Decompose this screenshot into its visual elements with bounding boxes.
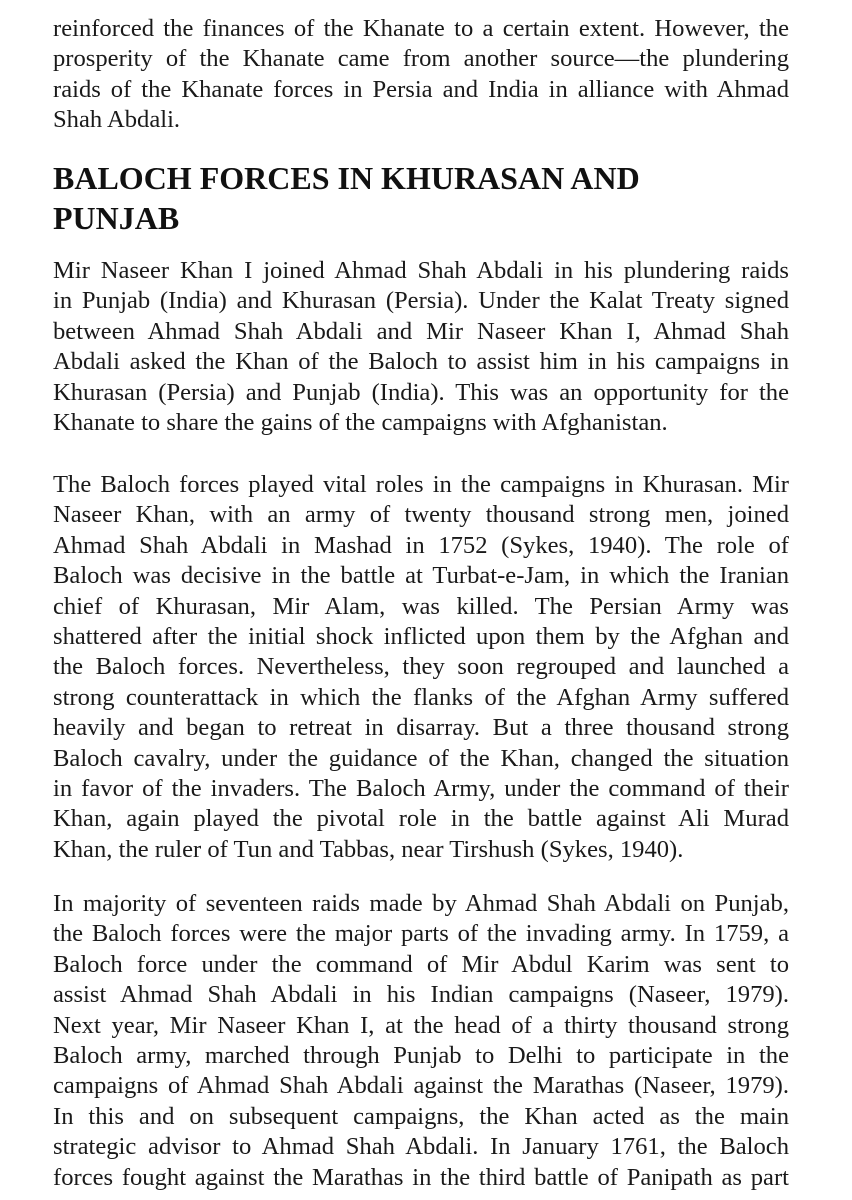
- paragraph-kalat-treaty: [53, 256, 789, 438]
- text-line: between Ahmad Shah Abdali and Mir Naseer Khan I, Ahmad Shah: [53, 317, 789, 345]
- text-line: campaigns of Ahmad Shah Abdali against the Marathas (Naseer, 1979).: [53, 1072, 789, 1100]
- text-line: The Baloch forces played vital roles in the campaigns in Khurasan. Mir: [53, 471, 789, 498]
- text-line: In this and on subsequent campaigns, the Khan acted as the main: [53, 1102, 789, 1130]
- text-line: Next year, Mir Naseer Khan I, at the head of a thirty thousand strong: [53, 1011, 789, 1039]
- heading-line: BALOCH FORCES IN KHURASAN AND: [53, 160, 640, 196]
- text-line: Naseer Khan, with an army of twenty thousand strong men, joined: [53, 501, 789, 529]
- text-line: In majority of seventeen raids made by Ahmad Shah Abdali on Punjab,: [53, 890, 789, 917]
- text-line: forces fought against the Marathas in the third battle of Panipath as part: [53, 1163, 789, 1191]
- text-line: heavily and began to retreat in disarray. But a three thousand strong: [53, 714, 789, 742]
- text-line: Khanate to share the gains of the campaigns with Afghanistan.: [53, 409, 668, 437]
- text-line: Khan, again played the pivotal role in the battle against Ali Murad: [53, 805, 789, 833]
- text-line: Baloch force under the command of Mir Abdul Karim was sent to: [53, 950, 789, 978]
- text-line: Baloch was decisive in the battle at Turbat-e-Jam, in which the Iranian: [53, 562, 789, 590]
- text-line: strategic advisor to Ahmad Shah Abdali. In January 1761, the Baloch: [53, 1133, 789, 1161]
- text-line: the Baloch forces were the major parts of the invading army. In 1759, a: [53, 920, 789, 948]
- text-line: Shah Abdali.: [53, 106, 181, 134]
- text-line: chief of Khurasan, Mir Alam, was killed. The Persian Army was: [53, 592, 789, 620]
- section-heading: [53, 158, 793, 238]
- text-line: in favor of the invaders. The Baloch Army, under the command of their: [53, 775, 789, 803]
- heading-line: PUNJAB: [53, 200, 180, 236]
- text-line: Khurasan (Persia) and Punjab (India). This was an opportunity for the: [53, 378, 789, 406]
- text-line: Mir Naseer Khan I joined Ahmad Shah Abdali in his plundering raids: [53, 257, 789, 284]
- text-line: prosperity of the Khanate came from another source—the plundering: [53, 45, 789, 73]
- text-line: reinforced the finances of the Khanate to a certain extent. However, the: [53, 15, 789, 42]
- text-line: shattered after the initial shock inflicted upon them by the Afghan and: [53, 623, 789, 651]
- text-line: raids of the Khanate forces in Persia and India in alliance with Ahmad: [53, 75, 789, 103]
- text-line: Baloch army, marched through Punjab to Delhi to participate in the: [53, 1042, 789, 1070]
- text-line: Ahmad Shah Abdali in Mashad in 1752 (Sykes, 1940). The role of: [53, 531, 789, 559]
- text-line: strong counterattack in which the flanks of the Afghan Army suffered: [53, 683, 789, 711]
- text-line: Khan, the ruler of Tun and Tabbas, near Tirshush (Sykes, 1940).: [53, 835, 684, 863]
- text-line: Baloch cavalry, under the guidance of the Khan, changed the situation: [53, 744, 789, 772]
- text-line: in Punjab (India) and Khurasan (Persia). Under the Kalat Treaty signed: [53, 287, 789, 315]
- text-line: Abdali asked the Khan of the Baloch to assist him in his campaigns in: [53, 348, 789, 376]
- text-line: the Baloch forces. Nevertheless, they soon regrouped and launched a: [53, 653, 789, 681]
- paragraph-khurasan-campaigns: [53, 470, 789, 865]
- text-line: assist Ahmad Shah Abdali in his Indian campaigns (Naseer, 1979).: [53, 981, 789, 1009]
- paragraph-punjab-campaigns: [53, 889, 789, 1193]
- paragraph-intro-continued: [53, 14, 789, 136]
